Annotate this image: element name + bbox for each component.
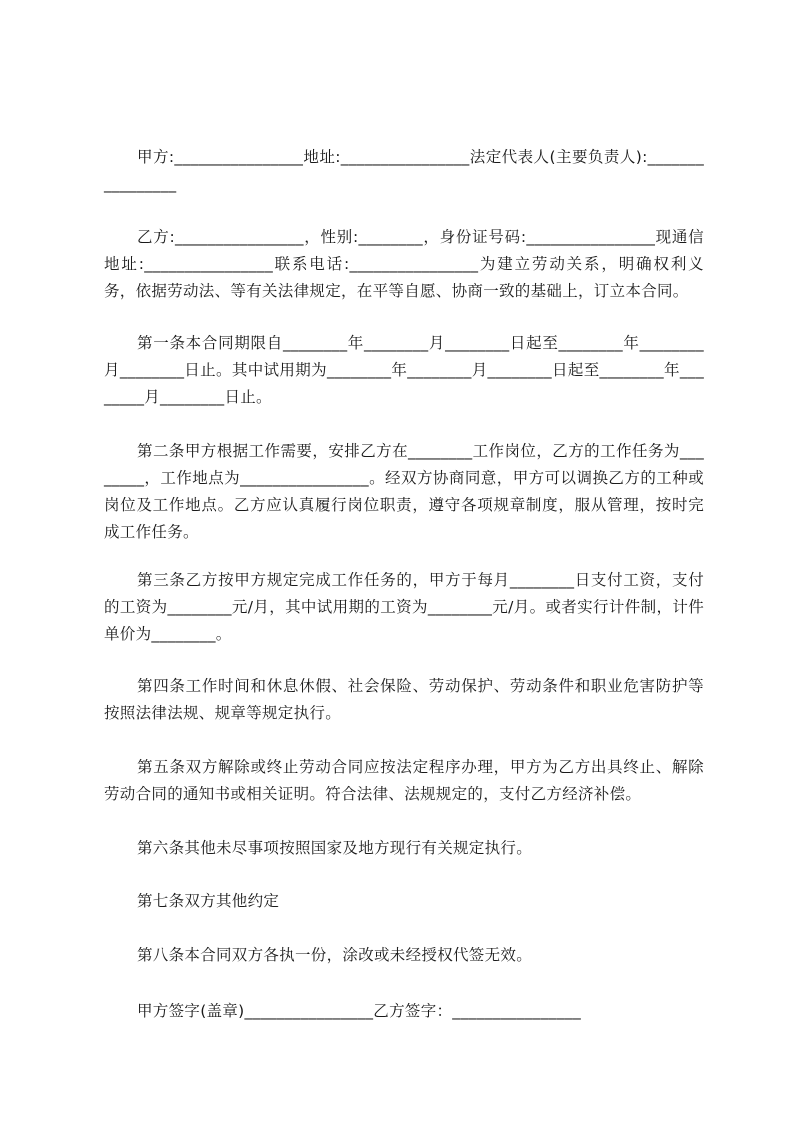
party-a-header: 甲方:________________地址:________________法定代表人(主要负责人):________________ bbox=[104, 147, 704, 193]
article-5-termination: 第五条双方解除或终止劳动合同应按法定程序办理，甲方为乙方出具终止、解除劳动合同的通知书或相关证明。符合法律、法规规定的，支付乙方经济补偿。 bbox=[104, 757, 704, 803]
article-3-salary: 第三条乙方按甲方规定完成工作任务的，甲方于每月________日支付工资，支付的工资为________元/月，其中试用期的工资为________元/月。或者实行计件制，计件单价为________。 bbox=[104, 570, 704, 643]
article-7-other-agreements: 第七条双方其他约定 bbox=[137, 891, 280, 910]
article-8-copies: 第八条本合同双方各执一份，涂改或未经授权代签无效。 bbox=[137, 945, 533, 964]
party-b-paragraph: 乙方:________________，性别:________，身份证号码:________________现通信地址:________________联系电话:________________为建立劳动关系，明确权利义务，依据劳动法、等有关法律规定，在平等自愿、协商一致的基础上，订立本合同。 bbox=[104, 227, 704, 300]
article-4-working-conditions: 第四条工作时间和休息休假、社会保险、劳动保护、劳动条件和职业危害防护等按照法律法规、规章等规定执行。 bbox=[104, 676, 704, 722]
article-2-position: 第二条甲方根据工作需要，安排乙方在________工作岗位，乙方的工作任务为________，工作地点为________________。经双方协商同意，甲方可以调换乙方的工种或岗位及工作地点。乙方应认真履行岗位职责，遵守各项规章制度，服从管理，按时完成工作任务。 bbox=[104, 441, 704, 541]
article-6-other-matters: 第六条其他未尽事项按照国家及地方现行有关规定执行。 bbox=[137, 838, 533, 857]
article-1-term: 第一条本合同期限自________年________月________日起至________年________月________日止。其中试用期为________年________月________日起至________年________月________日止。 bbox=[104, 333, 704, 406]
signature-line: 甲方签字(盖章)________________乙方签字：________________ bbox=[137, 1001, 582, 1020]
